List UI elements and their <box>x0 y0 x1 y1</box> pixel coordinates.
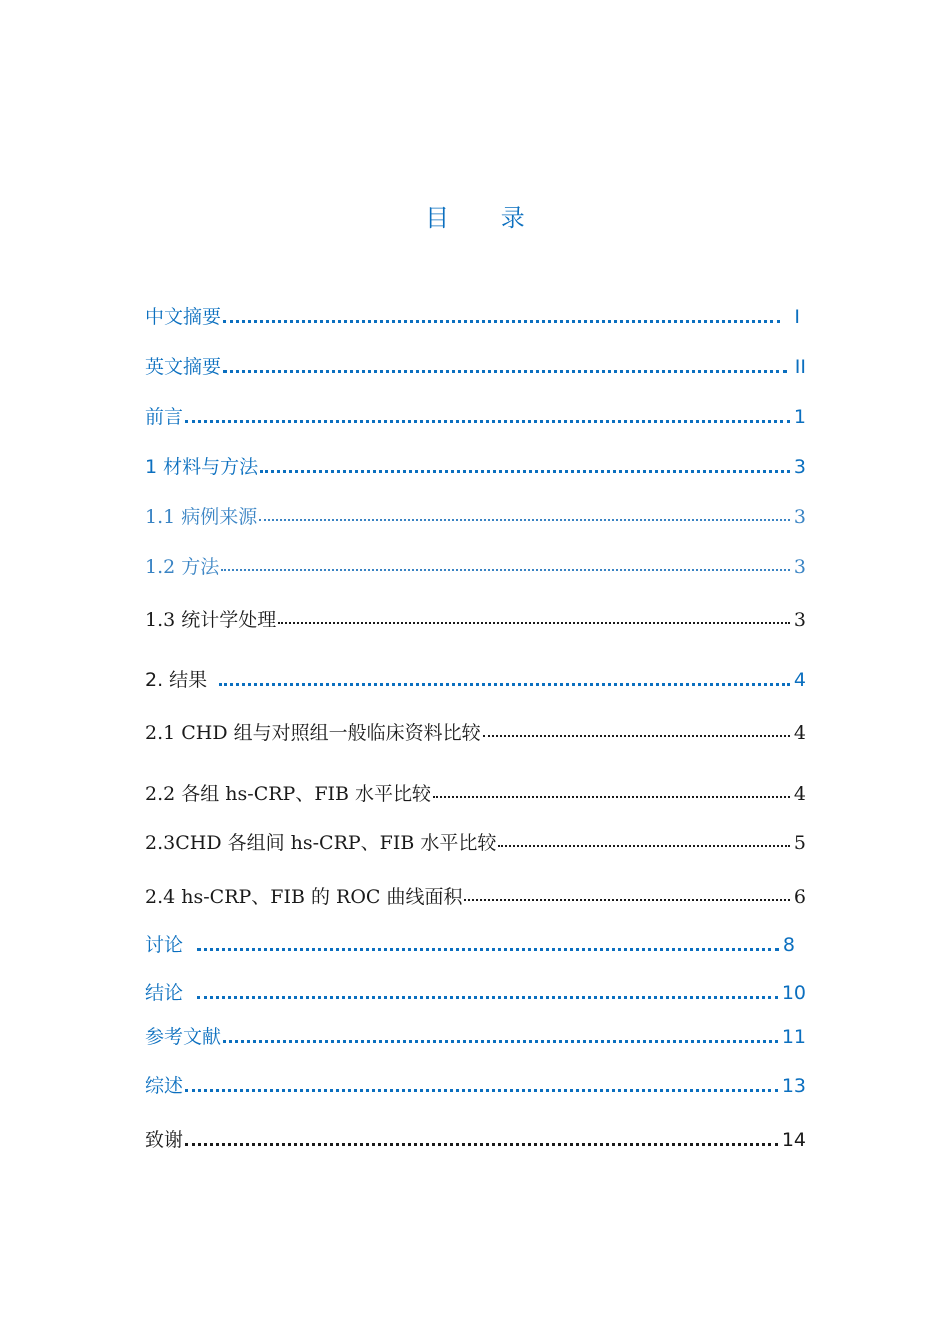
toc-entry-label: 中文摘要 <box>145 306 222 328</box>
toc-entry-page-number: 13 <box>781 1075 806 1097</box>
toc-entry-label: 致谢 <box>145 1129 184 1151</box>
toc-entry-label: 1.2 方法 <box>145 556 220 578</box>
toc-entry-clinical-comparison[interactable] <box>145 716 806 746</box>
toc-entry-label: 英文摘要 <box>145 356 222 378</box>
toc-dot-leader <box>197 980 778 1006</box>
toc-entry-page-number: I <box>794 306 800 328</box>
toc-entry-label: 1.3 统计学处理 <box>145 609 277 631</box>
toc-entry-page-number: 6 <box>793 886 806 908</box>
toc-entry-label: 讨论 <box>145 934 184 956</box>
toc-dot-leader <box>464 884 789 910</box>
toc-dot-leader <box>260 454 790 480</box>
toc-entry-page-number: 3 <box>793 556 806 578</box>
toc-entry-acknowledgements[interactable] <box>145 1123 806 1153</box>
toc-entry-label: 2.1 CHD 组与对照组一般临床资料比较 <box>145 722 481 744</box>
toc-entry-label: 2.2 各组 hs-CRP、FIB 水平比较 <box>145 783 432 805</box>
toc-entry-label: 结论 <box>145 982 184 1004</box>
toc-entry-review[interactable] <box>145 1069 806 1099</box>
toc-entry-page-number: 5 <box>793 832 806 854</box>
toc-dot-leader <box>223 304 780 330</box>
toc-dot-leader <box>223 1024 778 1050</box>
toc-dot-leader <box>185 1127 778 1153</box>
toc-dot-leader <box>219 667 790 693</box>
toc-entry-chd-group-comparison[interactable] <box>145 826 806 856</box>
toc-entry-label: 参考文献 <box>145 1026 222 1048</box>
toc-entry-case-source[interactable] <box>145 500 806 530</box>
toc-entry-label: 综述 <box>145 1075 184 1097</box>
toc-entry-statistics[interactable] <box>145 603 806 633</box>
toc-entry-references[interactable] <box>145 1020 806 1050</box>
toc-entry-page-number: 11 <box>781 1026 806 1048</box>
toc-entry-page-number: 3 <box>793 456 806 478</box>
toc-dot-leader <box>483 720 790 746</box>
toc-entry-page-number: 4 <box>793 669 806 691</box>
toc-entry-label: 前言 <box>145 406 184 428</box>
toc-dot-leader <box>197 932 779 958</box>
toc-entry-conclusion[interactable] <box>145 976 806 1006</box>
toc-entry-label: 1 材料与方法 <box>145 456 259 478</box>
toc-dot-leader <box>223 354 787 380</box>
toc-entry-page-number: 14 <box>781 1129 806 1151</box>
toc-entry-page-number: 1 <box>793 406 806 428</box>
toc-entry-label: 2. 结果 <box>145 669 208 691</box>
toc-entry-discussion[interactable] <box>145 928 795 958</box>
toc-entry-group-level-comparison[interactable] <box>145 777 806 807</box>
toc-entry-materials-methods[interactable] <box>145 450 806 480</box>
toc-entry-preface[interactable] <box>145 400 806 430</box>
toc-entry-results[interactable] <box>145 663 806 693</box>
toc-entry-page-number: II <box>794 356 806 378</box>
toc-entry-method[interactable] <box>145 550 806 580</box>
toc-entry-page-number: 4 <box>793 722 806 744</box>
toc-dot-leader <box>185 404 790 430</box>
toc-dot-leader <box>185 1073 778 1099</box>
toc-dot-leader <box>259 504 790 530</box>
toc-entry-label: 2.3CHD 各组间 hs-CRP、FIB 水平比较 <box>145 832 497 854</box>
toc-dot-leader <box>278 607 790 633</box>
toc-entry-page-number: 4 <box>793 783 806 805</box>
toc-entry-label: 1.1 病例来源 <box>145 506 258 528</box>
toc-entry-page-number: 3 <box>793 506 806 528</box>
toc-dot-leader <box>433 781 790 807</box>
toc-entry-roc-curve-area[interactable] <box>145 880 806 910</box>
toc-entry-page-number: 10 <box>781 982 806 1004</box>
toc-entry-english-abstract[interactable] <box>145 350 806 380</box>
toc-entry-page-number: 3 <box>793 609 806 631</box>
toc-dot-leader <box>498 830 790 856</box>
toc-entry-chinese-abstract[interactable] <box>145 300 806 330</box>
toc-dot-leader <box>221 554 790 580</box>
toc-title: 目 录 <box>425 204 547 232</box>
toc-entry-page-number: 8 <box>782 934 795 956</box>
toc-entry-label: 2.4 hs-CRP、FIB 的 ROC 曲线面积 <box>145 886 463 908</box>
